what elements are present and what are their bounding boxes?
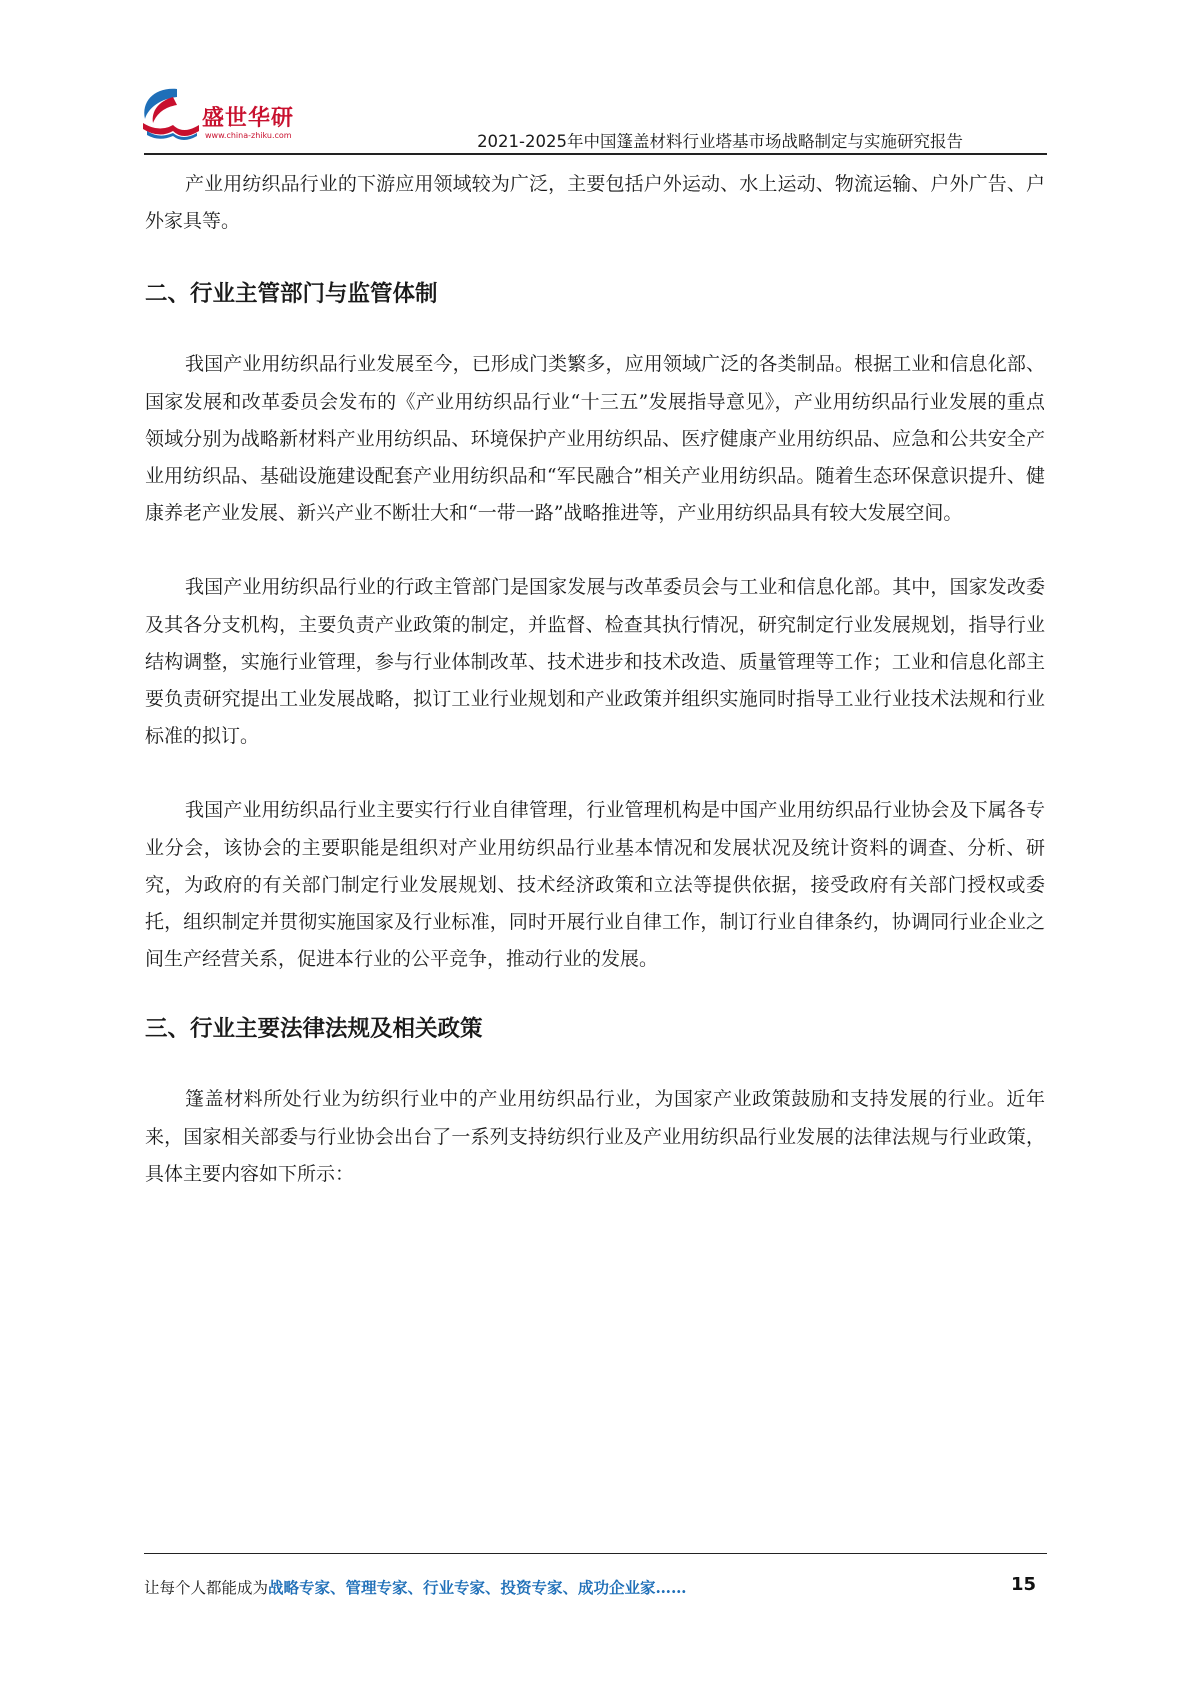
company-logo xyxy=(137,83,317,153)
paragraph: 产业用纺织品行业的下游应用领域较为广泛，主要包括户外运动、水上运动、物流运输、户外广告、户外家具等。 xyxy=(145,173,1045,233)
paragraph: 我国产业用纺织品行业发展至今，已形成门类繁多，应用领域广泛的各类制品。根据工业和信息化部、国家发展和改革委员会发布的《产业用纺织品行业“十三五”发展指导意见》，产业用纺织品行业发展的重点领域分别为战略新材料产业用纺织品、环境保护产业用纺织品、医疗健康产业用纺织品、应急和公共安全产业用纺织品、基础设施建设配套产业用纺织品和“军民融合”相关产业用纺织品。随着生态环保意识提升、健康养老产业发展、新兴产业不断壮大和“一带一路”战略推进等，产业用纺织品具有较大发展空间。 xyxy=(145,353,1045,525)
paragraph: 我国产业用纺织品行业主要实行行业自律管理，行业管理机构是中国产业用纺织品行业协会及下属各专业分会，该协会的主要职能是组织对产业用纺织品行业基本情况和发展状况及统计资料的调查、分析、研究，为政府的有关部门制定行业发展规划、技术经济政策和立法等提供依据，接受政府有关部门授权或委托，组织制定并贯彻实施国家及行业标准，同时开展行业自律工作，制订行业自律条约，协调同行业企业之间生产经营关系，促进本行业的公平竞争，推动行业的发展。 xyxy=(145,799,1045,971)
logo-url: www.china-zhiku.com xyxy=(205,131,292,140)
logo-emblem-icon xyxy=(137,83,207,143)
footer-slogan xyxy=(144,1576,687,1598)
paragraph: 我国产业用纺织品行业的行政主管部门是国家发展与改革委员会与工业和信息化部。其中，国家发改委及其各分支机构，主要负责产业政策的制定，并监督、检查其执行情况，研究制定行业发展规划，指导行业结构调整，实施行业管理，参与行业体制改革、技术进步和技术改造、质量管理等工作；工业和信息化部主要负责研究提出工业发展战略，拟订工业行业规划和产业政策并组织实施同时指导工业行业技术法规和行业标准的拟订。 xyxy=(145,576,1045,748)
section-heading: 二、行业主管部门与监管体制 xyxy=(145,281,438,308)
paragraph: 篷盖材料所处行业为纺织行业中的产业用纺织品行业，为国家产业政策鼓励和支持发展的行业。近年来，国家相关部委与行业协会出台了一系列支持纺织行业及产业用纺织品行业发展的法律法规与行业政策，具体主要内容如下所示： xyxy=(145,1088,1045,1185)
page-number: 15 xyxy=(1010,1574,1036,1595)
page-content xyxy=(145,166,1045,1193)
section-heading: 三、行业主要法律法规及相关政策 xyxy=(145,1016,483,1043)
slogan-highlight: 战略专家、管理专家、行业专家、投资专家、成功企业家…… xyxy=(268,1578,687,1597)
header-divider xyxy=(144,153,1047,155)
report-title: 2021-2025年中国篷盖材料行业塔基市场战略制定与实施研究报告 xyxy=(477,132,963,151)
logo-name: 盛世华研 xyxy=(202,106,295,131)
footer-divider xyxy=(144,1553,1047,1554)
slogan-prefix: 让每个人都能成为 xyxy=(144,1579,269,1597)
